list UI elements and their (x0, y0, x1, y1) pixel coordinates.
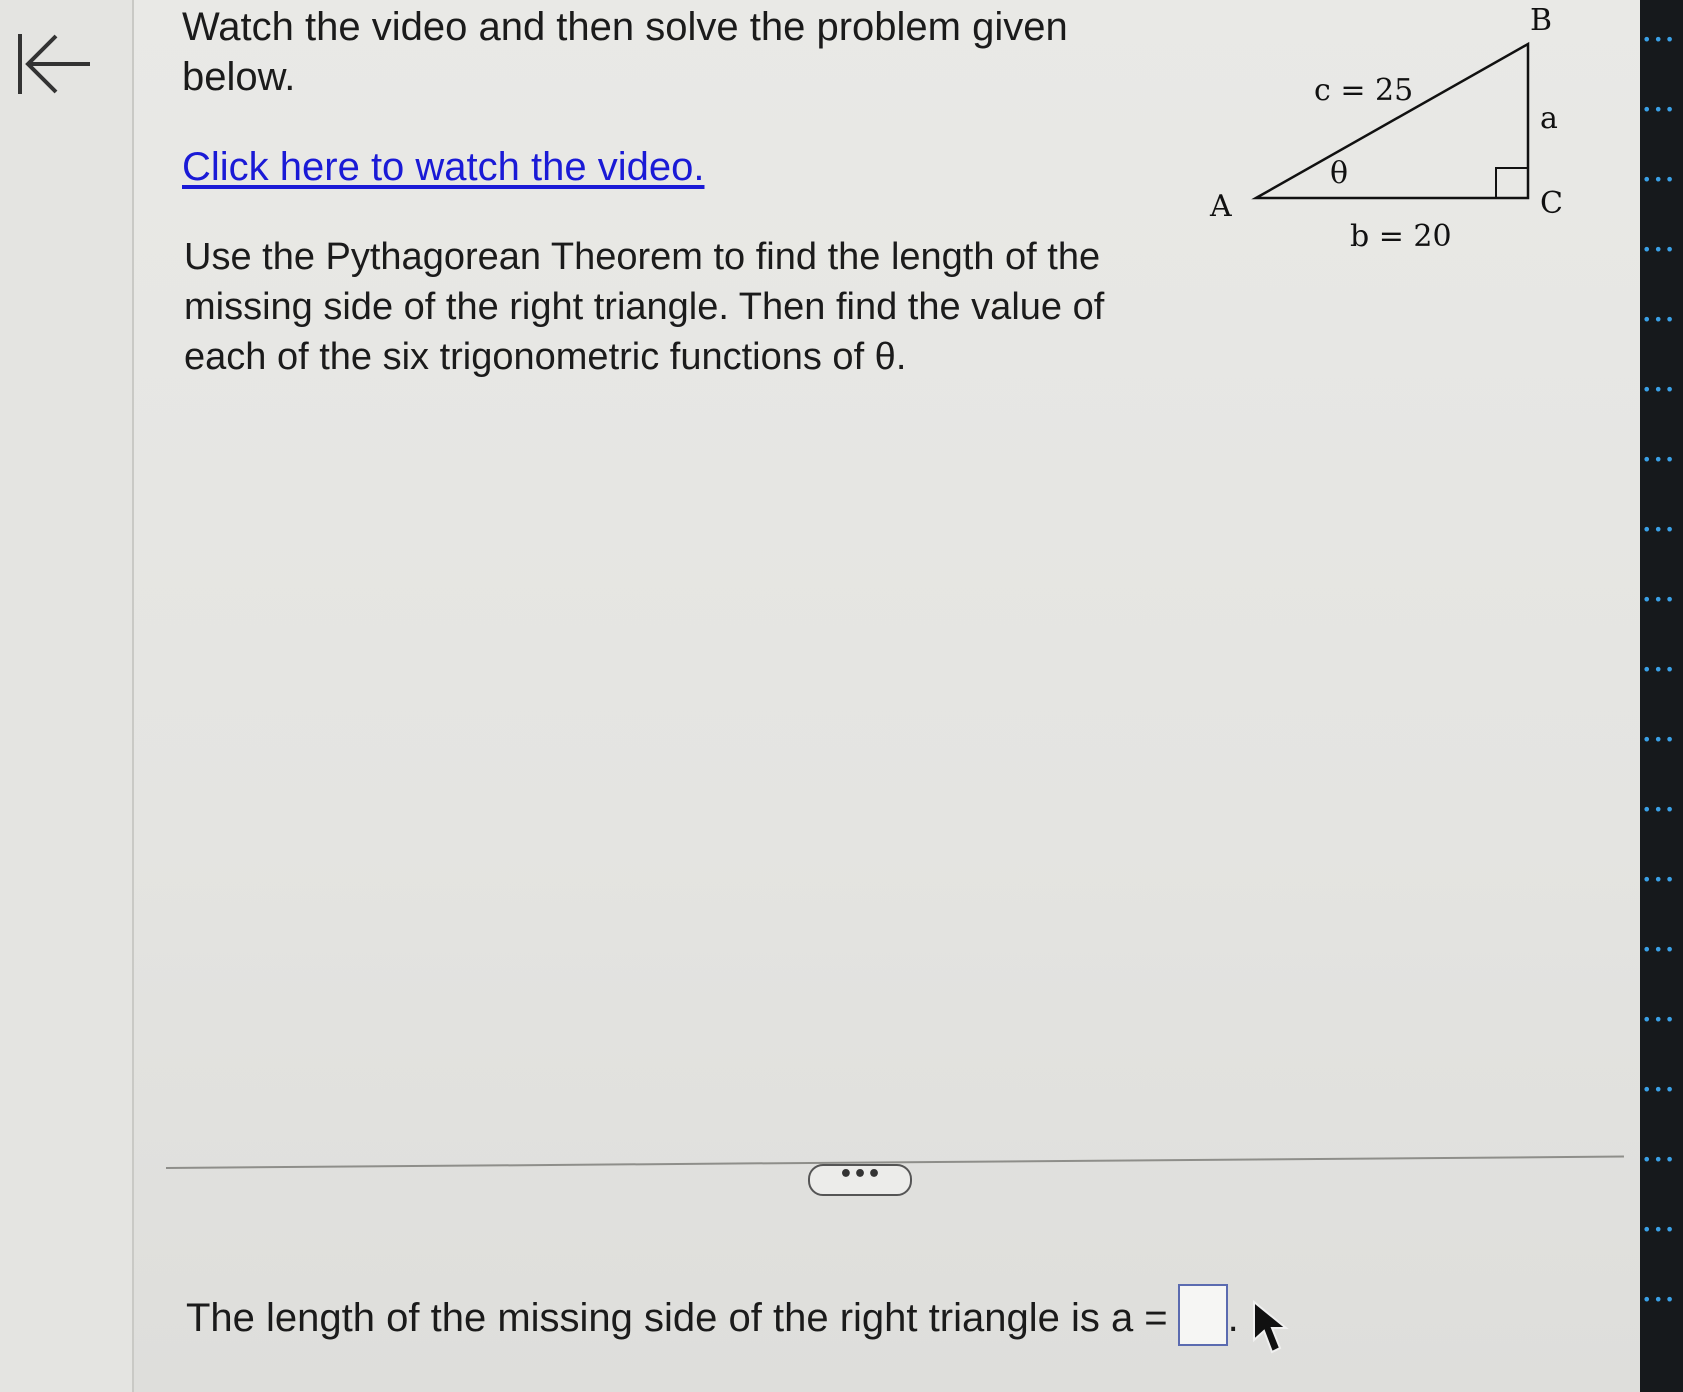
hypotenuse-label: c = 25 (1314, 73, 1414, 108)
edge-dots: ••• (1642, 800, 1677, 819)
vertex-a-label: A (1210, 189, 1232, 224)
left-rail (0, 0, 134, 1392)
edge-dots: ••• (1642, 870, 1677, 889)
edge-dots: ••• (1642, 170, 1677, 189)
problem-instructions: Use the Pythagorean Theorem to find the length of the missing side of the right triangle. Then find the value of each of the six trigonometric functions of θ. (184, 236, 1105, 378)
edge-dots: ••• (1642, 590, 1677, 609)
edge-dots: ••• (1642, 380, 1677, 399)
mouse-pointer-icon (1252, 1300, 1292, 1356)
edge-dots: ••• (1642, 940, 1677, 959)
edge-dots: ••• (1642, 240, 1677, 259)
side-b-label: b = 20 (1350, 219, 1452, 254)
watch-video-link[interactable]: Click here to watch the video. (182, 145, 705, 189)
edge-dots: ••• (1642, 730, 1677, 749)
answer-input[interactable] (1178, 1284, 1228, 1346)
edge-dots: ••• (1642, 100, 1677, 119)
triangle-outline (1256, 44, 1528, 198)
right-angle-marker (1496, 168, 1528, 198)
back-to-start-arrow-icon (14, 28, 94, 100)
intro-text: Watch the video and then solve the problem given below. (182, 5, 1068, 99)
edge-dots: ••• (1642, 660, 1677, 679)
edge-dots: ••• (1642, 520, 1677, 539)
side-a-label: a (1540, 101, 1558, 136)
edge-dots: ••• (1642, 1080, 1677, 1099)
back-button[interactable] (14, 28, 94, 100)
edge-dots: ••• (1642, 1010, 1677, 1029)
edge-dots: ••• (1642, 450, 1677, 469)
edge-dots: ••• (1642, 30, 1677, 49)
vertex-c-label: C (1540, 186, 1563, 221)
right-triangle-figure (1200, 0, 1600, 260)
edge-dots: ••• (1642, 1220, 1677, 1239)
edge-dots: ••• (1642, 1150, 1677, 1169)
right-screen-edge (1640, 0, 1683, 1392)
angle-theta-label: θ (1330, 156, 1349, 191)
vertex-b-label: B (1530, 3, 1553, 38)
edge-dots: ••• (1642, 310, 1677, 329)
edge-dots: ••• (1642, 1290, 1677, 1309)
answer-row (186, 1290, 1239, 1346)
expand-more-button[interactable]: ••• (808, 1164, 912, 1196)
answer-prompt: The length of the missing side of the right triangle is a = (186, 1296, 1168, 1340)
answer-suffix: . (1227, 1296, 1239, 1340)
